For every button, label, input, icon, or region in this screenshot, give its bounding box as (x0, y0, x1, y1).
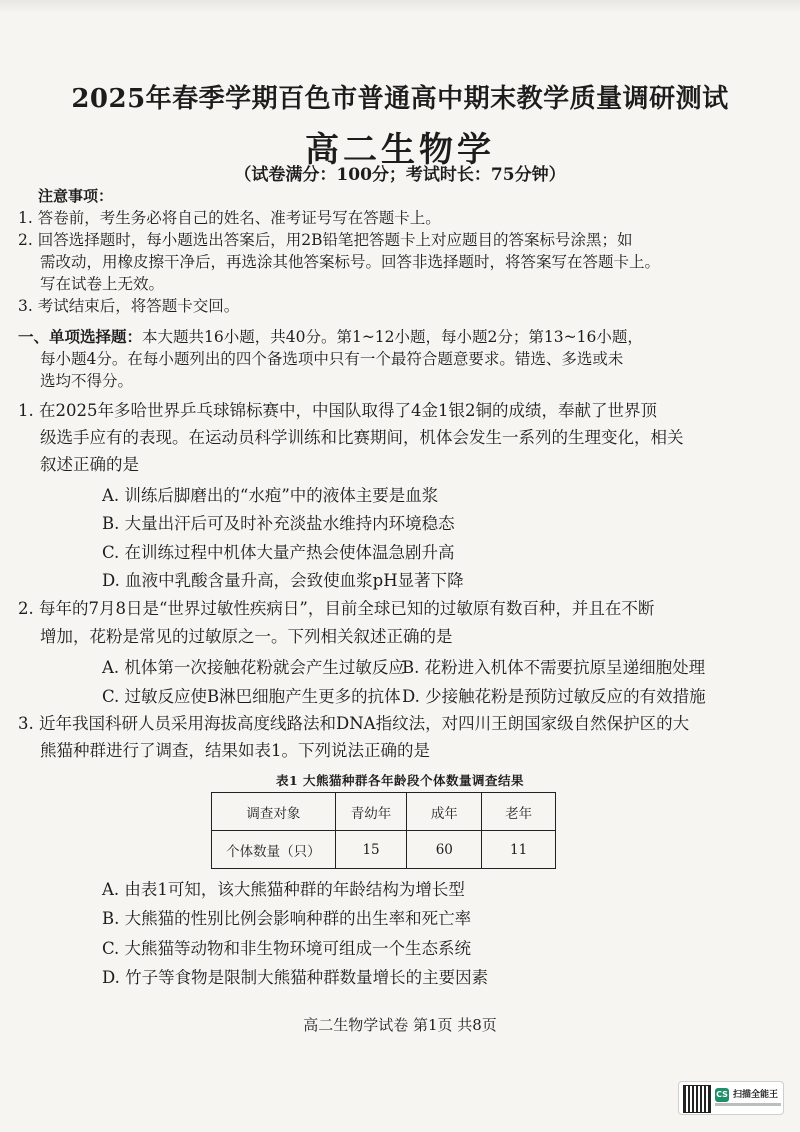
question-1-option-d: D. 血液中乳酸含量升高，会致使血浆pH显著下降 (102, 571, 464, 590)
question-2-option-a: A. 机体第一次接触花粉就会产生过敏反应 (102, 658, 405, 677)
table-cell: 个体数量（只） (212, 831, 336, 869)
watermark-subline (715, 1103, 781, 1106)
section-line: 选均不得分。 (40, 372, 134, 390)
question-2-line: 增加，花粉是常见的过敏原之一。下列相关叙述正确的是 (40, 627, 453, 646)
scan-top-band (0, 0, 800, 14)
section-line: 每小题4分。在每小题列出的四个备选项中只有一个最符合题意要求。错选、多选或未 (40, 350, 624, 368)
question-3-option-b: B. 大熊猫的性别比例会影响种群的出生率和死亡率 (102, 909, 472, 928)
exam-title: 2025年春季学期百色市普通高中期末教学质量调研测试 (71, 84, 729, 114)
notice-line: 2. 回答选择题时，每小题选出答案后，用2B铅笔把答题卡上对应题目的答案标号涂黑；如 (18, 231, 633, 249)
question-2-option-b: B. 花粉进入机体不需要抗原呈递细胞处理 (402, 658, 706, 677)
question-3-option-a: A. 由表1可知，该大熊猫种群的年龄结构为增长型 (102, 880, 465, 899)
page-footer: 高二生物学试卷 第1页 共8页 (303, 1016, 497, 1034)
table-cell: 11 (482, 831, 556, 869)
scanner-watermark (678, 1081, 784, 1115)
question-2-option-c: C. 过敏反应使B淋巴细胞产生更多的抗体 (102, 687, 401, 706)
question-1-line: 1. 在2025年多哈世界乒乓球锦标赛中，中国队取得了4金1银2铜的成绩，奉献了世界顶 (18, 401, 657, 420)
subject-title: 高二生物学 (305, 130, 495, 170)
table-caption: 表1 大熊猫种群各年龄段个体数量调查结果 (275, 773, 525, 788)
notice-line: 需改动，用橡皮擦干净后，再选涂其他答案标号。回答非选择题时，将答案写在答题卡上。 (40, 253, 661, 271)
section-line: 本大题共16小题，共40分。第1~12小题，每小题2分；第13~16小题， (142, 328, 643, 346)
notice-line: 3. 考试结束后，将答题卡交回。 (18, 297, 240, 315)
question-3-line: 3. 近年我国科研人员采用海拔高度线路法和DNA指纹法，对四川王朗国家级自然保护区的大 (18, 714, 690, 733)
question-3-option-d: D. 竹子等食物是限制大熊猫种群数量增长的主要因素 (102, 968, 489, 987)
table-cell: 60 (407, 831, 482, 869)
question-1-option-a: A. 训练后脚磨出的“水疱”中的液体主要是血浆 (102, 486, 439, 505)
table-header-cell: 老年 (482, 793, 556, 831)
camscanner-logo-icon: CS (715, 1088, 729, 1102)
watermark-text: 扫描全能王 (733, 1090, 779, 1100)
question-1-option-c: C. 在训练过程中机体大量产热会使体温急剧升高 (102, 543, 455, 562)
question-1-line: 叙述正确的是 (40, 455, 139, 474)
exam-meta: （试卷满分：100分；考试时长：75分钟） (234, 165, 566, 185)
question-2-line: 2. 每年的7月8日是“世界过敏性疾病日”，目前全球已知的过敏原有数百种，并且在不断 (18, 599, 655, 618)
question-1-option-b: B. 大量出汗后可及时补充淡盐水维持内环境稳态 (102, 514, 455, 533)
table-row (212, 831, 556, 869)
qr-code-icon (683, 1085, 711, 1113)
table-header-cell: 成年 (407, 793, 482, 831)
notice-line: 1. 答卷前，考生务必将自己的姓名、准考证号写在答题卡上。 (18, 209, 441, 227)
section-instructions (18, 326, 643, 348)
table-header-cell: 青幼年 (335, 793, 407, 831)
question-1-line: 级选手应有的表现。在运动员科学训练和比赛期间，机体会发生一系列的生理变化，相关 (40, 428, 684, 447)
question-3-option-c: C. 大熊猫等动物和非生物环境可组成一个生态系统 (102, 939, 472, 958)
table-cell: 15 (335, 831, 407, 869)
notice-line: 写在试卷上无效。 (40, 275, 165, 293)
survey-table (211, 792, 556, 869)
table-header-cell: 调查对象 (212, 793, 336, 831)
table-header-row (212, 793, 556, 831)
notice-heading: 注意事项： (38, 187, 114, 205)
question-2-option-d: D. 少接触花粉是预防过敏反应的有效措施 (402, 687, 706, 706)
question-3-line: 熊猫种群进行了调查，结果如表1。下列说法正确的是 (40, 741, 430, 760)
section-label: 一、单项选择题： (18, 327, 143, 346)
